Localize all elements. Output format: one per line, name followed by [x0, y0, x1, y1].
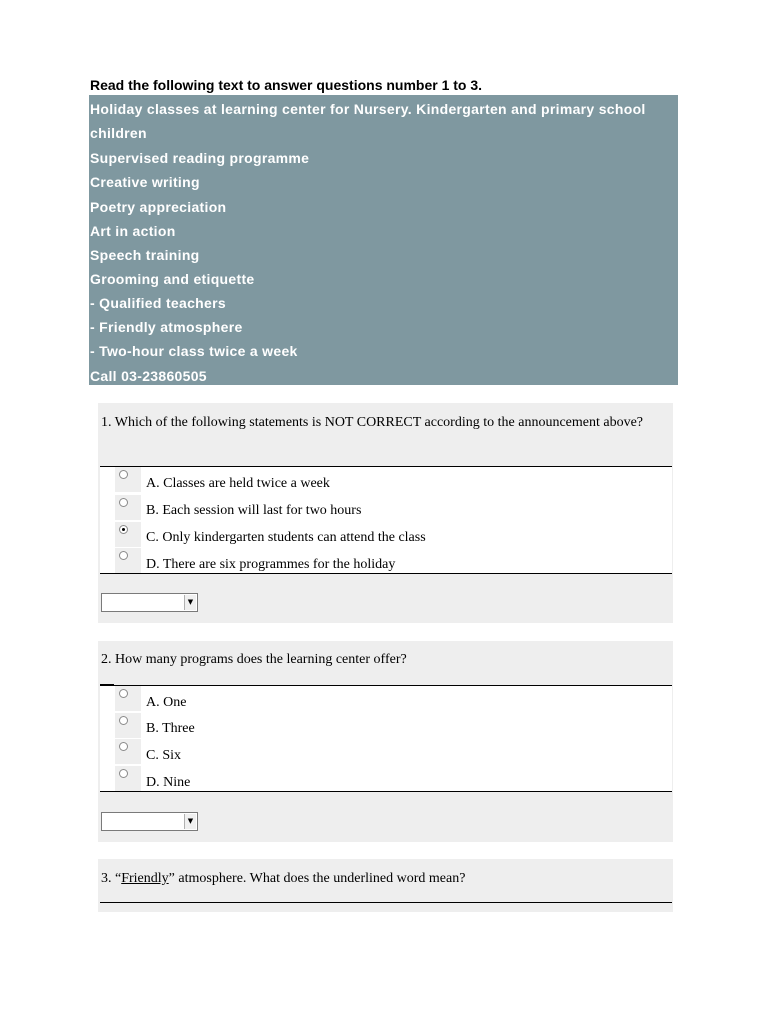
- radio-a[interactable]: [119, 689, 128, 698]
- radio-d[interactable]: [119, 551, 128, 560]
- divider: [100, 902, 672, 903]
- question-2-options: [100, 686, 672, 791]
- underlined-word: Friendly: [121, 871, 169, 886]
- announcement-line: - Two-hour class twice a week: [90, 343, 298, 359]
- option-a-label: A. One: [146, 695, 187, 710]
- chevron-down-icon[interactable]: ▼: [184, 814, 196, 829]
- answer-select[interactable]: [101, 593, 198, 612]
- divider: [100, 573, 672, 574]
- radio-a[interactable]: [119, 470, 128, 479]
- question-3-text: [101, 870, 666, 887]
- radio-option-a[interactable]: [115, 686, 141, 711]
- announcement-line: - Qualified teachers: [90, 295, 226, 311]
- question-1-card: [98, 403, 673, 623]
- radio-option-b[interactable]: [115, 713, 141, 738]
- announcement-box: [89, 95, 678, 385]
- announcement-line: Art in action: [90, 223, 176, 239]
- question-1-options: [100, 467, 672, 573]
- radio-option-d[interactable]: [115, 766, 141, 791]
- option-b-label: B. Each session will last for two hours: [146, 503, 362, 518]
- question-3-card: [98, 859, 673, 912]
- instruction-text: Read the following text to answer questions number 1 to 3.: [90, 77, 483, 93]
- answer-select[interactable]: [101, 812, 198, 831]
- option-a-label: A. Classes are held twice a week: [146, 476, 330, 491]
- radio-option-a[interactable]: [115, 467, 141, 492]
- announcement-line: Call 03-23860505: [90, 368, 207, 384]
- radio-option-b[interactable]: [115, 495, 141, 520]
- announcement-line: Speech training: [90, 247, 200, 263]
- radio-c[interactable]: [119, 742, 128, 751]
- announcement-line: - Friendly atmosphere: [90, 319, 243, 335]
- question-3-prefix: 3. “: [101, 871, 122, 886]
- announcement-line: Supervised reading programme: [90, 150, 310, 166]
- announcement-line: Creative writing: [90, 174, 200, 190]
- option-d-label: D. Nine: [146, 775, 191, 790]
- option-c-label: C. Only kindergarten students can attend the class: [146, 530, 426, 545]
- radio-option-c[interactable]: [115, 739, 141, 764]
- radio-b[interactable]: [119, 716, 128, 725]
- radio-c-selected[interactable]: [119, 525, 128, 534]
- radio-d[interactable]: [119, 769, 128, 778]
- announcement-line: Grooming and etiquette: [90, 271, 255, 287]
- question-1-text: 1. Which of the following statements is NOT CORRECT according to the announcement above?: [101, 415, 644, 430]
- announcement-line: Holiday classes at learning center for Nursery. Kindergarten and primary school: [90, 101, 646, 117]
- question-2-card: [98, 641, 673, 842]
- option-b-label: B. Three: [146, 721, 195, 736]
- option-d-label: D. There are six programmes for the holiday: [146, 557, 396, 572]
- radio-b[interactable]: [119, 498, 128, 507]
- divider: [100, 791, 672, 792]
- announcement-line: Poetry appreciation: [90, 199, 227, 215]
- question-2-text: 2. How many programs does the learning center offer?: [101, 652, 407, 667]
- announcement-line: children: [90, 125, 147, 141]
- chevron-down-icon[interactable]: ▼: [184, 595, 196, 610]
- radio-option-d[interactable]: [115, 548, 141, 573]
- radio-option-c[interactable]: [115, 522, 141, 547]
- question-3-suffix: ” atmosphere. What does the underlined word mean?: [168, 871, 466, 886]
- option-c-label: C. Six: [146, 748, 182, 763]
